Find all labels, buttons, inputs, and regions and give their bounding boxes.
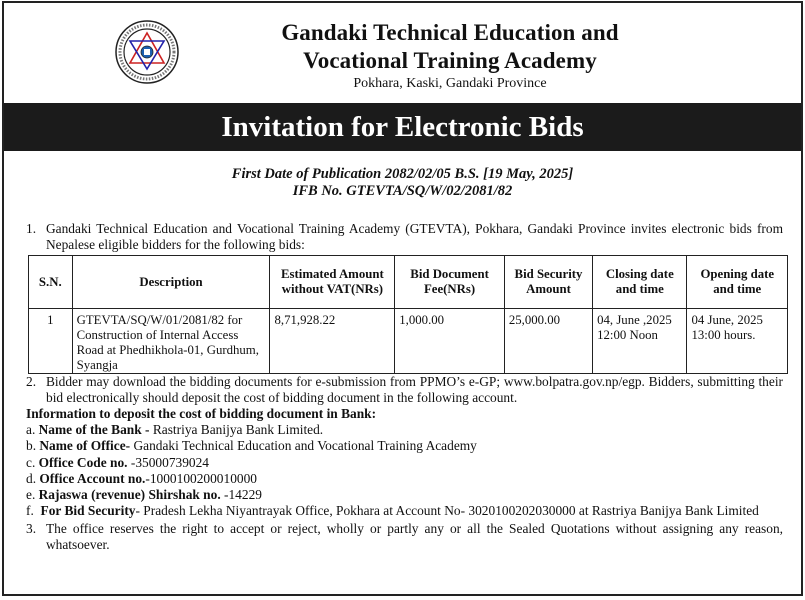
row-value: -14229: [220, 487, 262, 503]
row-label: e.: [26, 487, 39, 503]
column-header: Bid Document Fee(NRs): [395, 256, 505, 309]
row-key: Office Account no.: [39, 470, 146, 486]
row-key: Rajaswa (revenue) Shirshak no.: [38, 487, 221, 503]
publication-date: First Date of Publication 2082/02/05 B.S. [19 May, 2025]: [231, 166, 574, 182]
column-header: Bid Security Amount: [504, 256, 592, 309]
notice-title-banner: Invitation for Electronic Bids: [4, 103, 801, 151]
row-label: a.: [26, 422, 39, 438]
cell-document-fee: 1,000.00: [395, 309, 505, 374]
column-header: Closing date and time: [593, 256, 687, 309]
row-label: d.: [26, 470, 40, 486]
cell-bid-security: 25,000.00: [504, 309, 592, 374]
cell-sn: 1: [29, 309, 73, 374]
table-header-row: [29, 256, 788, 309]
row-value: Gandaki Technical Education and Vocational Training Academy: [130, 438, 477, 454]
bank-info-heading: Information to deposit the cost of bidding document in Bank:: [26, 406, 377, 421]
org-name-line2: Vocational Training Academy: [303, 48, 597, 73]
cell-closing-date: 04, June ,2025 12:00 Noon: [593, 309, 687, 374]
office-name-row: [26, 438, 783, 454]
item-text: The office reserves the right to accept or reject, wholly or partly any or all the Sealed Quotations without assigning any reason, whatsoever.: [46, 521, 783, 553]
item-number: 2.: [26, 374, 37, 389]
row-label: f.: [26, 503, 41, 519]
column-header: Description: [72, 256, 270, 309]
row-label: b.: [26, 438, 40, 454]
office-code-row: [26, 455, 783, 471]
bid-security-row: [26, 503, 783, 519]
publication-info: [4, 166, 801, 200]
cell-opening-date: 04 June, 2025 13:00 hours.: [687, 309, 788, 374]
row-content: [41, 503, 783, 519]
item-number: 1.: [26, 221, 37, 236]
row-value: -1000100200010000: [145, 470, 257, 486]
notice-body: [26, 221, 783, 553]
row-value: - Pradesh Lekha Niyantrayak Office, Pokhara at Account No- 3020100202030000 at Rastriya Banijya Bank Limited: [135, 503, 759, 519]
item-1: [26, 221, 783, 253]
item-2: [26, 374, 783, 406]
organization-header: [4, 19, 801, 92]
row-key: Name of the Bank -: [38, 422, 150, 438]
item-text: Gandaki Technical Education and Vocational Training Academy (GTEVTA), Pokhara, Gandaki Province invites electronic bids from Nepalese eligible bidders for the following bids:: [46, 221, 783, 252]
item-3: [26, 521, 783, 553]
row-value: -35000739024: [127, 454, 209, 470]
org-name-line1: Gandaki Technical Education and: [281, 20, 619, 45]
cell-estimated-amount: 8,71,928.22: [270, 309, 395, 374]
bids-table: [28, 255, 788, 374]
revenue-heading-row: [26, 487, 783, 503]
org-address: Pokhara, Kaski, Gandaki Province: [353, 76, 547, 91]
row-key: Name of Office-: [39, 438, 131, 454]
office-account-row: [26, 471, 783, 487]
row-label: c.: [26, 454, 39, 470]
item-number: 3.: [26, 521, 37, 537]
item-text: Bidder may download the bidding documents for e-submission from PPMO’s e-GP; www.bolpatra.gov.np/egp. Bidders, submitting their bid electronically should deposit the cost of bidding document in the following account.: [46, 374, 783, 405]
row-value: Rastriya Banijya Bank Limited.: [149, 422, 324, 438]
table-row: [29, 309, 788, 374]
column-header: Estimated Amount without VAT(NRs): [270, 256, 395, 309]
notice-page: [2, 1, 803, 596]
bank-name-row: [26, 422, 783, 438]
row-key: For Bid Security: [40, 503, 136, 519]
ifb-number: IFB No. GTEVTA/SQ/W/02/2081/82: [292, 183, 513, 199]
column-header: Opening date and time: [687, 256, 788, 309]
column-header: S.N.: [29, 256, 73, 309]
row-key: Office Code no.: [38, 454, 128, 470]
cell-description: GTEVTA/SQ/W/01/2081/82 for Construction of Internal Access Road at Phedhikhola-01, Gurdhum, Syangja: [72, 309, 270, 374]
